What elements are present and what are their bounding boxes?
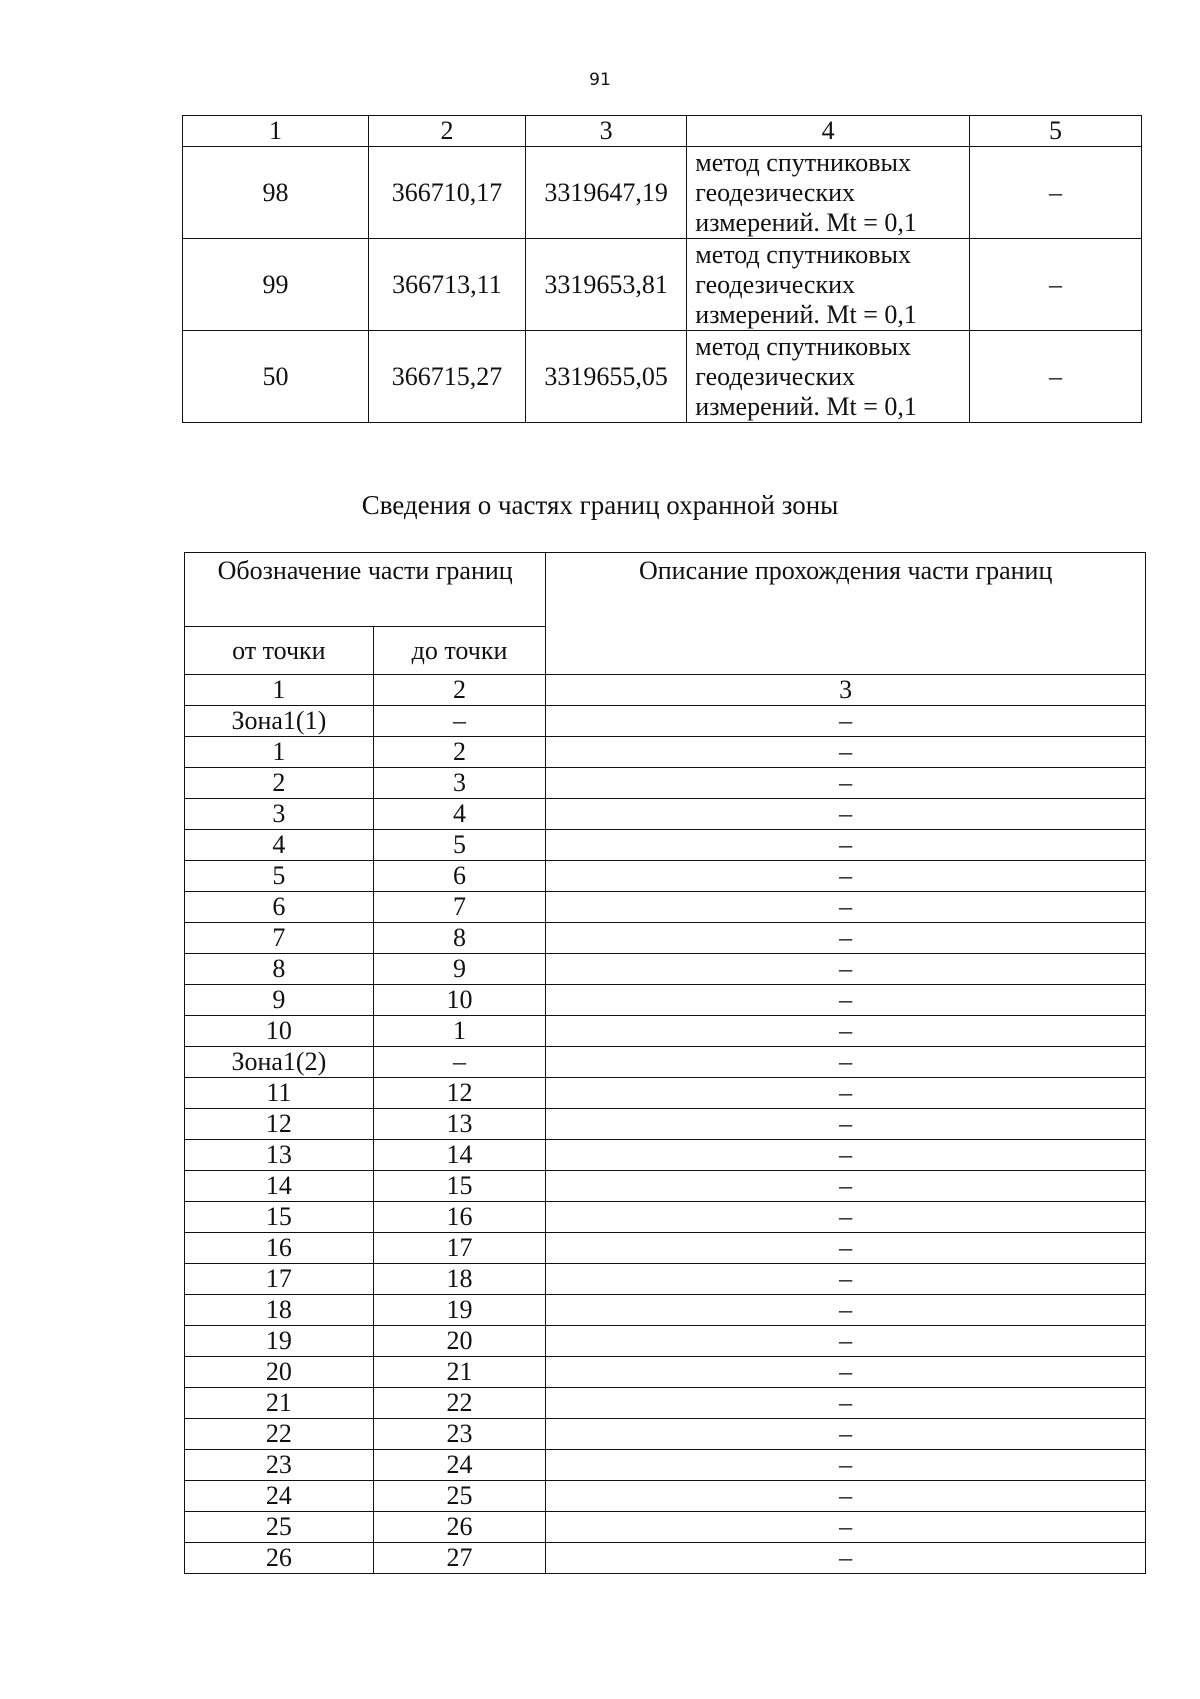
boundary-parts-table xyxy=(184,552,1146,1574)
from-point-cell: 11 xyxy=(185,1078,374,1109)
table-row xyxy=(185,1171,1146,1202)
point-number-cell: 98 xyxy=(183,147,369,239)
description-cell: – xyxy=(546,1388,1146,1419)
method-line: геодезических xyxy=(695,361,856,391)
table-row xyxy=(185,830,1146,861)
table-row xyxy=(185,1543,1146,1574)
from-point-cell: 8 xyxy=(185,954,374,985)
method-line: измерений. Mt = 0,1 xyxy=(695,391,917,421)
from-point-cell: 13 xyxy=(185,1140,374,1171)
coordinates-table xyxy=(182,115,1142,423)
to-point-cell: 15 xyxy=(373,1171,546,1202)
column-number-3: 3 xyxy=(546,675,1146,706)
table-row xyxy=(185,1264,1146,1295)
table-row xyxy=(185,1047,1146,1078)
from-point-cell: 10 xyxy=(185,1016,374,1047)
description-cell: – xyxy=(546,1543,1146,1574)
description-cell: – xyxy=(546,1481,1146,1512)
method-line: измерений. Mt = 0,1 xyxy=(695,207,917,237)
method-line: метод спутниковых xyxy=(695,239,911,269)
from-point-cell: 25 xyxy=(185,1512,374,1543)
coordinates-row xyxy=(183,331,1142,423)
description-cell: – xyxy=(546,1202,1146,1233)
from-point-cell: 21 xyxy=(185,1388,374,1419)
method-line: геодезических xyxy=(695,269,856,299)
to-point-cell: 9 xyxy=(373,954,546,985)
description-cell: – xyxy=(546,1357,1146,1388)
table-row xyxy=(185,1202,1146,1233)
description-cell: – xyxy=(546,1109,1146,1140)
from-point-cell: 2 xyxy=(185,768,374,799)
from-point-cell: 18 xyxy=(185,1295,374,1326)
column-5-cell: – xyxy=(970,331,1142,423)
to-point-cell: 17 xyxy=(373,1233,546,1264)
description-header: Описание прохождения части границ xyxy=(546,553,1146,675)
table-row xyxy=(185,1326,1146,1357)
to-point-cell: 12 xyxy=(373,1078,546,1109)
to-point-cell: 25 xyxy=(373,1481,546,1512)
from-point-cell: 16 xyxy=(185,1233,374,1264)
table-row xyxy=(185,1016,1146,1047)
table-row xyxy=(185,1140,1146,1171)
from-point-cell: 19 xyxy=(185,1326,374,1357)
to-point-cell: 20 xyxy=(373,1326,546,1357)
description-cell: – xyxy=(546,737,1146,768)
from-point-cell: 23 xyxy=(185,1450,374,1481)
coordinates-row xyxy=(183,147,1142,239)
description-cell: – xyxy=(546,1295,1146,1326)
to-point-cell: 8 xyxy=(373,923,546,954)
from-point-cell: 24 xyxy=(185,1481,374,1512)
column-number-1: 1 xyxy=(185,675,374,706)
column-number-2: 2 xyxy=(368,116,525,147)
description-cell: – xyxy=(546,892,1146,923)
column-5-cell: – xyxy=(970,147,1142,239)
table-row xyxy=(185,737,1146,768)
parts-column-numbers-row xyxy=(185,675,1146,706)
description-cell: – xyxy=(546,1171,1146,1202)
from-point-cell: Зона1(1) xyxy=(185,706,374,737)
table-row xyxy=(185,1295,1146,1326)
to-point-cell: 2 xyxy=(373,737,546,768)
table-row xyxy=(185,1450,1146,1481)
from-point-cell: 26 xyxy=(185,1543,374,1574)
point-number-cell: 99 xyxy=(183,239,369,331)
description-cell: – xyxy=(546,1047,1146,1078)
column-number-3: 3 xyxy=(526,116,687,147)
from-point-header: от точки xyxy=(185,627,374,675)
to-point-cell: 6 xyxy=(373,861,546,892)
from-point-cell: 5 xyxy=(185,861,374,892)
designation-header: Обозначение части границ xyxy=(185,553,546,627)
description-cell: – xyxy=(546,1512,1146,1543)
y-coordinate-cell: 3319647,19 xyxy=(526,147,687,239)
table-row xyxy=(185,1388,1146,1419)
table-row xyxy=(185,923,1146,954)
table-row xyxy=(185,985,1146,1016)
column-5-cell: – xyxy=(970,239,1142,331)
to-point-cell: 14 xyxy=(373,1140,546,1171)
table-row xyxy=(185,1078,1146,1109)
to-point-cell: 22 xyxy=(373,1388,546,1419)
table-row xyxy=(185,861,1146,892)
table-row xyxy=(185,1481,1146,1512)
table-row xyxy=(185,892,1146,923)
from-point-cell: 12 xyxy=(185,1109,374,1140)
page-number: 91 xyxy=(589,70,611,90)
table-row xyxy=(185,1233,1146,1264)
description-cell: – xyxy=(546,1016,1146,1047)
table-row xyxy=(185,1512,1146,1543)
table-row xyxy=(185,799,1146,830)
to-point-cell: 26 xyxy=(373,1512,546,1543)
description-cell: – xyxy=(546,1450,1146,1481)
to-point-cell: – xyxy=(373,706,546,737)
y-coordinate-cell: 3319653,81 xyxy=(526,239,687,331)
point-number-cell: 50 xyxy=(183,331,369,423)
column-number-4: 4 xyxy=(687,116,970,147)
from-point-cell: 3 xyxy=(185,799,374,830)
description-cell: – xyxy=(546,1419,1146,1450)
to-point-cell: 1 xyxy=(373,1016,546,1047)
from-point-cell: 7 xyxy=(185,923,374,954)
to-point-cell: 27 xyxy=(373,1543,546,1574)
description-cell: – xyxy=(546,954,1146,985)
from-point-cell: 20 xyxy=(185,1357,374,1388)
to-point-cell: 4 xyxy=(373,799,546,830)
to-point-cell: 16 xyxy=(373,1202,546,1233)
description-cell: – xyxy=(546,1078,1146,1109)
section-title: Сведения о частях границ охранной зоны xyxy=(361,490,839,520)
from-point-cell: 17 xyxy=(185,1264,374,1295)
from-point-cell: 22 xyxy=(185,1419,374,1450)
to-point-cell: 24 xyxy=(373,1450,546,1481)
method-line: метод спутниковых xyxy=(695,147,911,177)
from-point-cell: 4 xyxy=(185,830,374,861)
table-row xyxy=(185,954,1146,985)
table-row xyxy=(185,1109,1146,1140)
table-row xyxy=(185,768,1146,799)
from-point-cell: 15 xyxy=(185,1202,374,1233)
coordinates-header-row xyxy=(183,116,1142,147)
to-point-cell: 19 xyxy=(373,1295,546,1326)
description-cell: – xyxy=(546,1140,1146,1171)
table-row xyxy=(185,1357,1146,1388)
column-number-2: 2 xyxy=(373,675,546,706)
to-point-cell: – xyxy=(373,1047,546,1078)
description-cell: – xyxy=(546,923,1146,954)
x-coordinate-cell: 366710,17 xyxy=(368,147,525,239)
to-point-cell: 18 xyxy=(373,1264,546,1295)
from-point-cell: 9 xyxy=(185,985,374,1016)
description-cell: – xyxy=(546,830,1146,861)
column-number-5: 5 xyxy=(970,116,1142,147)
to-point-cell: 23 xyxy=(373,1419,546,1450)
from-point-cell: 1 xyxy=(185,737,374,768)
description-cell: – xyxy=(546,799,1146,830)
y-coordinate-cell: 3319655,05 xyxy=(526,331,687,423)
description-cell: – xyxy=(546,861,1146,892)
method-line: метод спутниковых xyxy=(695,331,911,361)
description-cell: – xyxy=(546,1233,1146,1264)
description-cell: – xyxy=(546,768,1146,799)
description-cell: – xyxy=(546,1326,1146,1357)
to-point-cell: 21 xyxy=(373,1357,546,1388)
description-cell: – xyxy=(546,706,1146,737)
table-row xyxy=(185,706,1146,737)
to-point-header: до точки xyxy=(373,627,546,675)
to-point-cell: 10 xyxy=(373,985,546,1016)
method-cell xyxy=(687,239,970,331)
method-cell xyxy=(687,331,970,423)
x-coordinate-cell: 366713,11 xyxy=(368,239,525,331)
to-point-cell: 3 xyxy=(373,768,546,799)
to-point-cell: 13 xyxy=(373,1109,546,1140)
coordinates-row xyxy=(183,239,1142,331)
method-line: геодезических xyxy=(695,177,856,207)
from-point-cell: 6 xyxy=(185,892,374,923)
description-cell: – xyxy=(546,985,1146,1016)
description-cell: – xyxy=(546,1264,1146,1295)
column-number-1: 1 xyxy=(183,116,369,147)
table-row xyxy=(185,1419,1146,1450)
method-cell xyxy=(687,147,970,239)
method-line: измерений. Mt = 0,1 xyxy=(695,299,917,329)
x-coordinate-cell: 366715,27 xyxy=(368,331,525,423)
from-point-cell: 14 xyxy=(185,1171,374,1202)
parts-header-row-1 xyxy=(185,553,1146,627)
to-point-cell: 7 xyxy=(373,892,546,923)
to-point-cell: 5 xyxy=(373,830,546,861)
from-point-cell: Зона1(2) xyxy=(185,1047,374,1078)
